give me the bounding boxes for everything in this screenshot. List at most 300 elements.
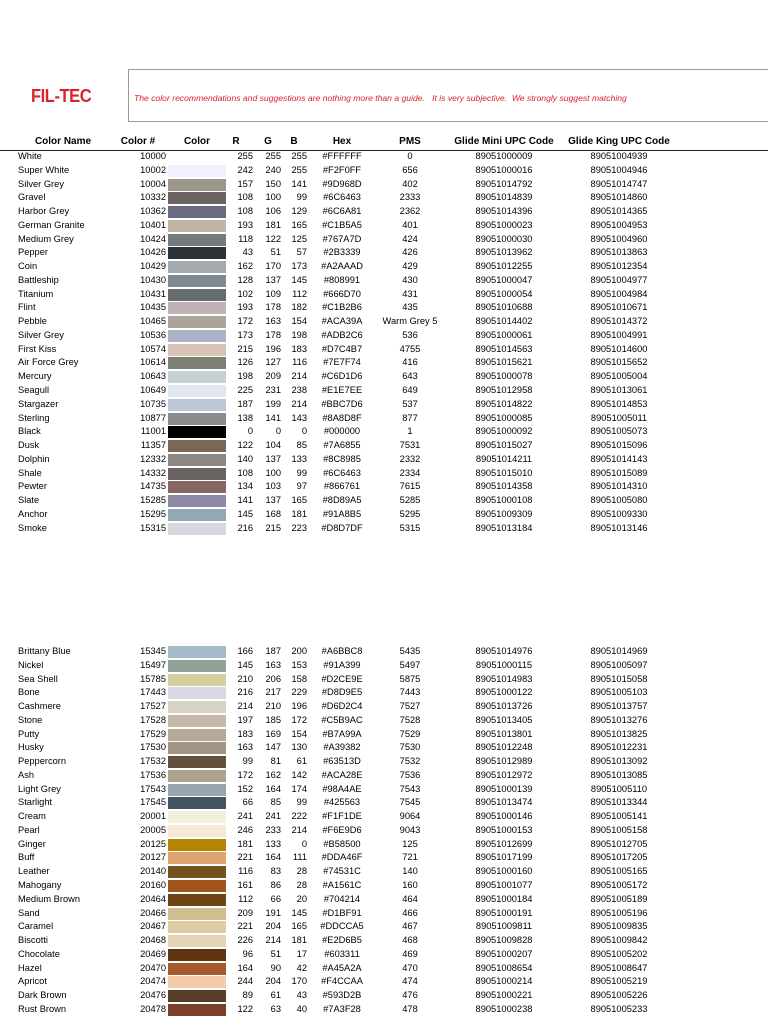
- color-number-cell: 20476: [140, 990, 166, 1001]
- king-upc-cell: 89051005189: [590, 893, 648, 904]
- green-value-cell: 61: [270, 990, 281, 1001]
- red-value-cell: 216: [237, 522, 253, 533]
- hex-code-cell: #FFFFFF: [322, 151, 362, 161]
- blue-value-cell: 165: [291, 921, 307, 932]
- hex-code-cell: #ADB2C6: [321, 329, 363, 340]
- blue-value-cell: 40: [296, 1003, 307, 1014]
- header-mini-upc: Glide Mini UPC Code: [454, 136, 554, 147]
- table-row: [0, 246, 768, 260]
- table-row: [0, 755, 768, 769]
- color-swatch: [168, 179, 226, 191]
- blue-value-cell: 125: [291, 233, 307, 244]
- hex-code-cell: #F4CCAA: [321, 976, 363, 987]
- hex-code-cell: #C1B5A5: [322, 219, 362, 230]
- hex-code-cell: #F6E9D6: [322, 824, 362, 835]
- pms-cell: 470: [402, 962, 418, 973]
- table-row: [0, 865, 768, 879]
- color-number-cell: 17529: [140, 728, 166, 739]
- green-value-cell: 187: [265, 646, 281, 656]
- red-value-cell: 166: [237, 646, 253, 656]
- red-value-cell: 116: [238, 866, 253, 877]
- color-swatch: [168, 385, 226, 397]
- green-value-cell: 178: [265, 329, 281, 340]
- hex-code-cell: #2B3339: [323, 247, 361, 258]
- table-row: [0, 769, 768, 783]
- mini-upc-cell: 89051000191: [475, 907, 533, 918]
- hex-code-cell: #ACA28E: [321, 769, 363, 780]
- pms-cell: 7527: [399, 701, 421, 712]
- color-name-cell: Pepper: [18, 247, 48, 258]
- color-number-cell: 20160: [140, 880, 166, 891]
- pms-cell: 2334: [399, 467, 421, 478]
- pms-cell: 402: [402, 178, 418, 189]
- green-value-cell: 137: [265, 453, 281, 464]
- color-number-cell: 10643: [140, 371, 166, 382]
- hex-code-cell: #9D968D: [322, 178, 362, 189]
- blue-value-cell: 214: [291, 398, 307, 409]
- mini-upc-cell: 89051013474: [475, 797, 533, 808]
- blue-value-cell: 181: [291, 508, 307, 519]
- color-name-cell: Chocolate: [18, 948, 60, 959]
- hex-code-cell: #866761: [323, 481, 361, 492]
- mini-upc-cell: 89051000160: [475, 866, 533, 877]
- color-swatch: [168, 687, 226, 699]
- red-value-cell: 226: [237, 935, 253, 946]
- mini-upc-cell: 89051014822: [475, 398, 533, 409]
- red-value-cell: 163: [237, 742, 253, 753]
- green-value-cell: 133: [265, 838, 281, 849]
- blue-value-cell: 43: [296, 990, 307, 1001]
- red-value-cell: 221: [237, 921, 253, 932]
- mini-upc-cell: 89051013184: [475, 522, 533, 533]
- red-value-cell: 152: [237, 783, 253, 794]
- mini-upc-cell: 89051009828: [475, 935, 533, 946]
- king-upc-cell: 89051009330: [590, 508, 648, 519]
- red-value-cell: 242: [237, 164, 253, 175]
- color-swatch: [168, 797, 226, 809]
- mini-upc-cell: 89051000122: [475, 687, 533, 698]
- blue-value-cell: 57: [296, 247, 307, 258]
- header-b: B: [290, 136, 298, 147]
- red-value-cell: 198: [237, 371, 253, 382]
- color-number-cell: 12332: [140, 453, 166, 464]
- blue-value-cell: 42: [296, 962, 307, 973]
- pms-cell: 7545: [399, 797, 421, 808]
- king-upc-cell: 89051005196: [590, 907, 648, 918]
- blue-value-cell: 20: [296, 893, 307, 904]
- table-row: [0, 920, 768, 934]
- color-swatch: [168, 646, 226, 658]
- mini-upc-cell: 89051014396: [475, 206, 533, 217]
- color-name-cell: Ginger: [18, 838, 46, 849]
- hex-code-cell: #7A3F28: [323, 1003, 361, 1014]
- color-swatch: [168, 770, 226, 782]
- king-upc-cell: 89051014747: [590, 178, 648, 189]
- blue-value-cell: 174: [291, 783, 307, 794]
- king-upc-cell: 89051005011: [590, 412, 648, 423]
- blue-value-cell: 28: [296, 866, 307, 877]
- red-value-cell: 126: [237, 357, 253, 368]
- king-upc-cell: 89051005202: [590, 948, 648, 959]
- pms-cell: 7529: [399, 728, 421, 739]
- color-number-cell: 17536: [140, 769, 166, 780]
- color-number-cell: 17530: [140, 742, 166, 753]
- green-value-cell: 199: [265, 398, 281, 409]
- table-row: [0, 412, 768, 426]
- color-swatch: [168, 220, 226, 232]
- color-swatch: [168, 509, 226, 521]
- green-value-cell: 0: [275, 426, 281, 437]
- table-row: [0, 728, 768, 742]
- king-upc-cell: 89051012231: [590, 742, 648, 753]
- blue-value-cell: 17: [296, 948, 307, 959]
- king-upc-cell: 89051005219: [590, 976, 648, 987]
- hex-code-cell: #A1561C: [322, 880, 362, 891]
- blue-value-cell: 222: [291, 811, 307, 822]
- table-row: [0, 810, 768, 824]
- table-row: [0, 686, 768, 700]
- mini-upc-cell: 89051000108: [475, 495, 533, 506]
- blue-value-cell: 28: [296, 880, 307, 891]
- mini-upc-cell: 89051000139: [475, 783, 533, 794]
- color-name-cell: Mahogany: [18, 880, 62, 891]
- color-swatch: [168, 908, 226, 920]
- mini-upc-cell: 89051001077: [475, 880, 533, 891]
- king-upc-cell: 89051005172: [590, 880, 648, 891]
- color-number-cell: 17527: [140, 701, 166, 712]
- king-upc-cell: 89051013344: [590, 797, 648, 808]
- color-name-cell: Buff: [18, 852, 35, 863]
- color-number-cell: 10614: [140, 357, 166, 368]
- hex-code-cell: #7A6855: [323, 440, 361, 451]
- mini-upc-cell: 89051012255: [475, 261, 533, 272]
- color-swatch: [168, 660, 226, 672]
- table-row: [0, 948, 768, 962]
- table-row: [0, 384, 768, 398]
- green-value-cell: 217: [265, 687, 281, 698]
- header-king-upc: Glide King UPC Code: [568, 136, 670, 147]
- color-number-cell: 20140: [140, 866, 166, 877]
- green-value-cell: 122: [265, 233, 281, 244]
- table-row: [0, 893, 768, 907]
- hex-code-cell: #A6BBC8: [321, 646, 363, 656]
- color-name-cell: German Granite: [18, 219, 85, 230]
- blue-value-cell: 97: [296, 481, 307, 492]
- king-upc-cell: 89051005226: [590, 990, 648, 1001]
- hex-code-cell: #F1F1DE: [322, 811, 362, 822]
- king-upc-cell: 89051014600: [590, 343, 648, 354]
- hex-code-cell: #666D70: [323, 288, 361, 299]
- color-name-cell: Pearl: [18, 824, 40, 835]
- pms-cell: 424: [402, 233, 418, 244]
- green-value-cell: 66: [270, 893, 281, 904]
- red-value-cell: 157: [237, 178, 253, 189]
- green-value-cell: 100: [265, 192, 281, 203]
- color-name-cell: First Kiss: [18, 343, 57, 354]
- green-value-cell: 231: [265, 385, 281, 396]
- color-name-cell: Flint: [18, 302, 36, 313]
- table-row: [0, 439, 768, 453]
- mini-upc-cell: 89051000085: [475, 412, 533, 423]
- color-name-cell: Brittany Blue: [18, 646, 71, 656]
- pms-cell: 429: [402, 261, 418, 272]
- table-row: [0, 480, 768, 494]
- color-name-cell: Light Grey: [18, 783, 61, 794]
- color-swatch: [168, 880, 226, 892]
- color-number-cell: 15315: [140, 522, 166, 533]
- red-value-cell: 193: [237, 302, 253, 313]
- color-number-cell: 10362: [140, 206, 166, 217]
- color-name-cell: Medium Grey: [18, 233, 74, 244]
- king-upc-cell: 89051014310: [590, 481, 648, 492]
- blue-value-cell: 255: [291, 151, 307, 161]
- blue-value-cell: 130: [291, 742, 307, 753]
- mini-upc-cell: 89051000016: [475, 164, 533, 175]
- color-name-cell: Husky: [18, 742, 44, 753]
- blue-value-cell: 154: [291, 728, 307, 739]
- pms-cell: 536: [402, 329, 418, 340]
- red-value-cell: 112: [238, 893, 253, 904]
- pms-cell: 5875: [399, 673, 421, 684]
- king-upc-cell: 89051012354: [590, 261, 648, 272]
- color-number-cell: 10430: [140, 274, 166, 285]
- pms-cell: 537: [402, 398, 418, 409]
- red-value-cell: 122: [237, 440, 253, 451]
- green-value-cell: 83: [270, 866, 281, 877]
- hex-code-cell: #D1BF91: [322, 907, 362, 918]
- mini-upc-cell: 89051000221: [475, 990, 533, 1001]
- color-swatch: [168, 357, 226, 369]
- color-name-cell: Cream: [18, 811, 46, 822]
- green-value-cell: 204: [265, 921, 281, 932]
- king-upc-cell: 89051014372: [590, 316, 648, 327]
- mini-upc-cell: 89051015621: [475, 357, 533, 368]
- table-row: [0, 494, 768, 508]
- disclaimer-line: The color recommendations and suggestions are nothing more than a guide. It is very subjective. We strongly suggest matching: [134, 93, 627, 104]
- blue-value-cell: 172: [291, 714, 307, 725]
- red-value-cell: 255: [237, 151, 253, 161]
- king-upc-cell: 89051014860: [590, 192, 648, 203]
- red-value-cell: 99: [242, 756, 253, 767]
- mini-upc-cell: 89051014402: [475, 316, 533, 327]
- green-value-cell: 164: [265, 783, 281, 794]
- hex-code-cell: #F2F0FF: [322, 164, 362, 175]
- blue-value-cell: 61: [296, 756, 307, 767]
- color-swatch: [168, 344, 226, 356]
- blue-value-cell: 141: [291, 178, 307, 189]
- color-name-cell: Rust Brown: [18, 1003, 67, 1014]
- pms-cell: 0: [407, 151, 413, 161]
- color-number-cell: 17543: [140, 783, 166, 794]
- color-number-cell: 15345: [140, 646, 166, 656]
- mini-upc-cell: 89051014976: [475, 646, 533, 656]
- green-value-cell: 215: [265, 522, 281, 533]
- king-upc-cell: 89051012705: [590, 838, 648, 849]
- color-swatch: [168, 701, 226, 713]
- table-row: [0, 838, 768, 852]
- color-name-cell: Nickel: [18, 659, 44, 670]
- red-value-cell: 244: [237, 976, 253, 987]
- red-value-cell: 140: [237, 453, 253, 464]
- color-swatch: [168, 302, 226, 314]
- blue-value-cell: 143: [291, 412, 307, 423]
- header-color-number: Color #: [120, 136, 156, 147]
- red-value-cell: 181: [237, 838, 253, 849]
- color-name-cell: Gravel: [18, 192, 46, 203]
- pms-cell: 2332: [399, 453, 421, 464]
- color-number-cell: 10735: [140, 398, 166, 409]
- pms-cell: 656: [402, 164, 418, 175]
- pms-cell: 9043: [399, 824, 421, 835]
- pms-cell: 476: [402, 990, 418, 1001]
- green-value-cell: 109: [265, 288, 281, 299]
- king-upc-cell: 89051013863: [590, 247, 648, 258]
- color-name-cell: Bone: [18, 687, 40, 698]
- table-row: [0, 741, 768, 755]
- table-row: [0, 370, 768, 384]
- blue-value-cell: 165: [291, 495, 307, 506]
- table-row: [0, 714, 768, 728]
- color-swatch: [168, 729, 226, 741]
- king-upc-cell: 89051009842: [590, 935, 648, 946]
- mini-upc-cell: 89051009811: [475, 921, 533, 932]
- red-value-cell: 221: [237, 852, 253, 863]
- table-row: [0, 274, 768, 288]
- red-value-cell: 122: [237, 1003, 253, 1014]
- table-row: [0, 673, 768, 687]
- hex-code-cell: #A2AAAD: [321, 261, 363, 272]
- pms-cell: 877: [402, 412, 418, 423]
- king-upc-cell: 89051005004: [590, 371, 648, 382]
- color-number-cell: 10877: [140, 412, 166, 423]
- hex-code-cell: #63513D: [323, 756, 361, 767]
- mini-upc-cell: 89051015027: [475, 440, 533, 451]
- red-value-cell: 246: [237, 824, 253, 835]
- king-upc-cell: 89051013092: [590, 756, 648, 767]
- color-number-cell: 17528: [140, 714, 166, 725]
- hex-code-cell: #B58500: [323, 838, 361, 849]
- color-swatch: [168, 784, 226, 796]
- table-row: [0, 150, 768, 164]
- king-upc-cell: 89051013276: [590, 714, 648, 725]
- table-row: [0, 645, 768, 659]
- hex-code-cell: #DDCCA5: [320, 921, 364, 932]
- color-number-cell: 14735: [140, 481, 166, 492]
- header-hex: Hex: [332, 136, 352, 147]
- color-swatch: [168, 234, 226, 246]
- table-row: [0, 783, 768, 797]
- color-swatch: [168, 825, 226, 837]
- table-row: [0, 260, 768, 274]
- table-row: [0, 659, 768, 673]
- pms-cell: 474: [402, 976, 418, 987]
- pms-cell: 2362: [399, 206, 421, 217]
- color-number-cell: 10424: [140, 233, 166, 244]
- pms-cell: 721: [402, 852, 418, 863]
- color-name-cell: Caramel: [18, 921, 54, 932]
- king-upc-cell: 89051015096: [590, 440, 648, 451]
- king-upc-cell: 89051004946: [590, 164, 648, 175]
- table-row: [0, 879, 768, 893]
- hex-code-cell: #A45A2A: [322, 962, 362, 973]
- green-value-cell: 181: [265, 219, 281, 230]
- pms-cell: 7531: [399, 440, 421, 451]
- color-number-cell: 10465: [140, 316, 166, 327]
- color-number-cell: 20470: [140, 962, 166, 973]
- header-g: G: [264, 136, 272, 147]
- table-row: [0, 796, 768, 810]
- green-value-cell: 85: [270, 797, 281, 808]
- mini-upc-cell: 89051012989: [475, 756, 533, 767]
- color-name-cell: Ash: [18, 769, 35, 780]
- pms-cell: 7530: [399, 742, 421, 753]
- hex-code-cell: #E2D6B5: [322, 935, 362, 946]
- color-name-cell: Silver Grey: [18, 329, 64, 340]
- green-value-cell: 106: [265, 206, 281, 217]
- green-value-cell: 169: [265, 728, 281, 739]
- king-upc-cell: 89051014969: [590, 646, 648, 656]
- green-value-cell: 164: [265, 852, 281, 863]
- hex-code-cell: #7E7F74: [323, 357, 361, 368]
- king-upc-cell: 89051005158: [590, 824, 648, 835]
- mini-upc-cell: 89051008654: [475, 962, 533, 973]
- hex-code-cell: #E1E7EE: [321, 385, 363, 396]
- color-number-cell: 10401: [140, 219, 166, 230]
- king-upc-cell: 89051015652: [590, 357, 648, 368]
- hex-code-cell: #6C6A81: [322, 206, 362, 217]
- color-number-cell: 10435: [140, 302, 166, 313]
- color-number-cell: 10332: [140, 192, 166, 203]
- red-value-cell: 96: [242, 948, 253, 959]
- header-pms: PMS: [399, 136, 421, 147]
- color-swatch: [168, 151, 226, 163]
- hex-code-cell: #C5B9AC: [321, 714, 363, 725]
- color-name-cell: Super White: [18, 164, 70, 175]
- mini-upc-cell: 89051014792: [475, 178, 533, 189]
- color-name-cell: Black: [18, 426, 41, 437]
- blue-value-cell: 173: [291, 261, 307, 272]
- mini-upc-cell: 89051012958: [475, 385, 533, 396]
- color-swatch: [168, 756, 226, 768]
- color-swatch: [168, 289, 226, 301]
- table-row: [0, 301, 768, 315]
- table-row: [0, 233, 768, 247]
- red-value-cell: 183: [237, 728, 253, 739]
- color-name-cell: Smoke: [18, 522, 47, 533]
- header-color-name: Color Name: [34, 136, 92, 147]
- green-value-cell: 141: [265, 412, 281, 423]
- color-swatch: [168, 413, 226, 425]
- mini-upc-cell: 89051013726: [475, 701, 533, 712]
- hex-code-cell: #ACA39A: [321, 316, 363, 327]
- green-value-cell: 191: [265, 907, 281, 918]
- red-value-cell: 216: [237, 687, 253, 698]
- king-upc-cell: 89051013061: [590, 385, 648, 396]
- pms-cell: 478: [402, 1003, 418, 1014]
- blue-value-cell: 214: [291, 371, 307, 382]
- color-swatch: [168, 399, 226, 411]
- table-row: [0, 356, 768, 370]
- red-value-cell: 172: [237, 316, 253, 327]
- pms-cell: 7528: [399, 714, 421, 725]
- color-number-cell: 20005: [140, 824, 166, 835]
- blue-value-cell: 170: [291, 976, 307, 987]
- table-row: [0, 288, 768, 302]
- table-row: [0, 329, 768, 343]
- color-swatch: [168, 495, 226, 507]
- green-value-cell: 162: [265, 769, 281, 780]
- hex-code-cell: #808991: [323, 274, 361, 285]
